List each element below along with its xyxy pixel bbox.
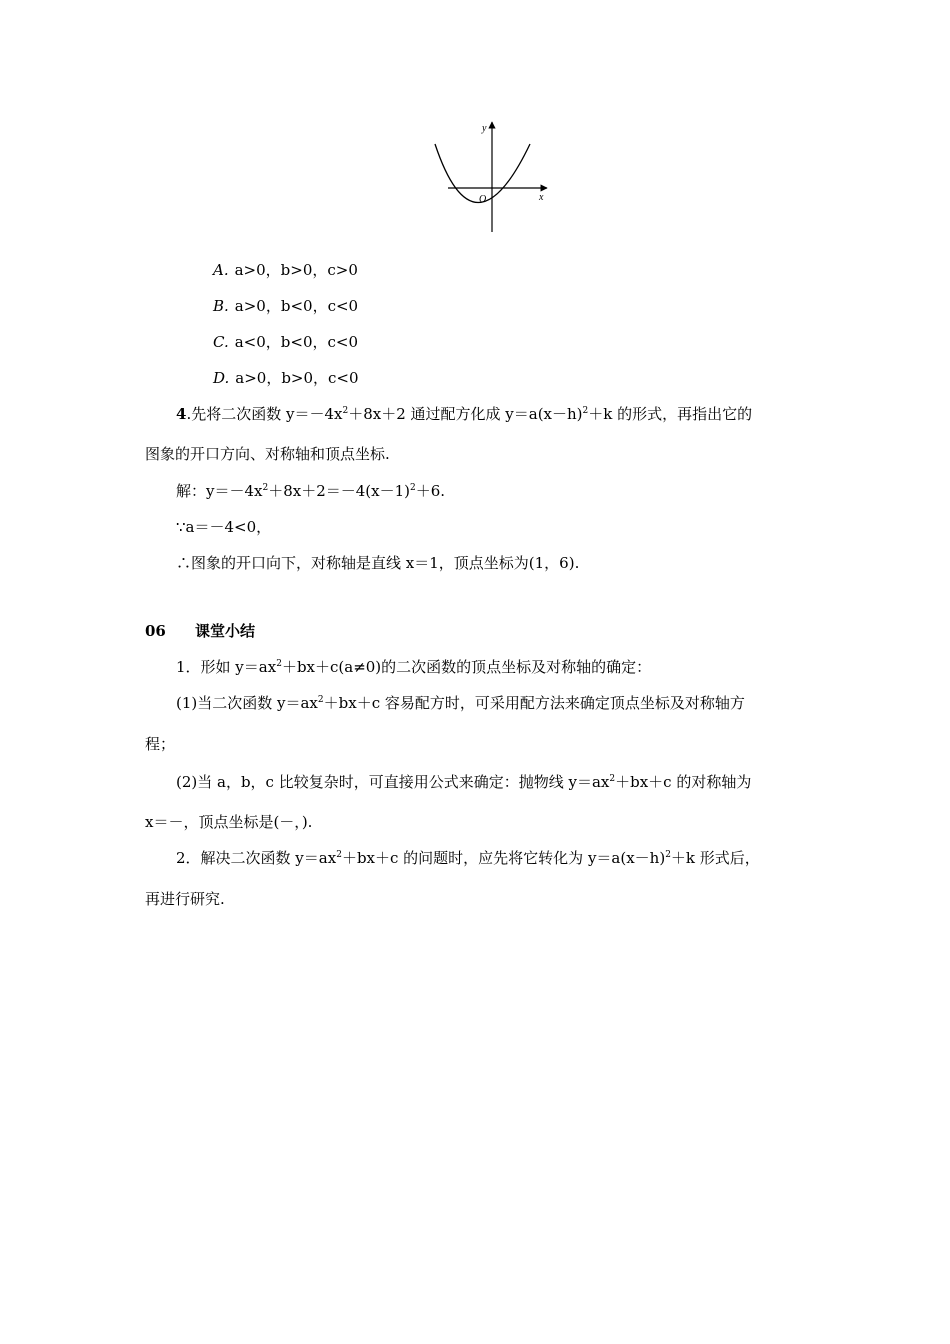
question-4-line-2: 图象的开口方向、对称轴和顶点坐标.	[145, 445, 390, 463]
superscript: 2	[410, 483, 416, 493]
option-letter: A.	[213, 261, 229, 279]
superscript: 2	[582, 406, 589, 416]
option-letter: B.	[213, 297, 229, 315]
superscript: 2	[262, 483, 269, 493]
section-number: 06	[145, 622, 166, 640]
superscript: 2	[317, 695, 324, 705]
therefore-line: ∴图象的开口向下，对称轴是直线 x＝1，顶点坐标为(1，6).	[176, 554, 580, 572]
question-text: .先将二次函数 y＝－4x	[186, 405, 343, 423]
summary-point-2-cont: 再进行研究.	[145, 890, 225, 908]
superscript: 2	[609, 774, 616, 784]
summary-text: (2)当 a，b，c 比较复杂时，可直接用公式来确定：抛物线 y＝ax	[176, 773, 610, 791]
option-letter: C.	[213, 333, 229, 351]
option-text: a>0，b<0，c<0	[234, 297, 359, 315]
superscript: 2	[665, 850, 671, 860]
x-axis-label: x	[539, 192, 544, 203]
summary-text: ＋bx＋c(a≠0)的二次函数的顶点坐标及对称轴的确定：	[281, 658, 652, 676]
section-title: 课堂小结	[195, 622, 256, 640]
y-axis-label: y	[482, 123, 487, 134]
summary-point-1-2-cont: x＝－，顶点坐标是(－，).	[145, 813, 313, 831]
question-text: ＋8x＋2 通过配方化成 y＝a(x－h)	[348, 405, 583, 423]
summary-point-1	[176, 657, 651, 677]
option-a	[213, 260, 358, 280]
option-text: a>0，b>0，c>0	[234, 261, 358, 279]
superscript: 2	[342, 406, 349, 416]
question-text: ＋k 的形式，再指出它的	[588, 405, 753, 423]
option-d	[213, 368, 359, 388]
summary-text: ＋bx＋c 的问题时，应先将它转化为 y＝a(x－h)	[341, 849, 666, 867]
summary-text: ＋bx＋c 容易配方时，可采用配方法来确定顶点坐标及对称轴方	[323, 694, 745, 712]
option-b	[213, 296, 358, 316]
superscript: 2	[336, 850, 342, 860]
parabola-figure	[420, 116, 560, 236]
solution-line	[176, 481, 445, 501]
summary-text: 2．解决二次函数 y＝ax	[176, 849, 337, 867]
summary-point-1-1-cont: 程；	[145, 735, 176, 753]
solution-text: ＋6.	[415, 482, 446, 500]
summary-point-2	[176, 848, 760, 868]
section-heading	[145, 621, 255, 641]
summary-text: 1．形如 y＝ax	[176, 658, 277, 676]
origin-label: O	[479, 194, 487, 205]
option-c	[213, 332, 358, 352]
summary-point-1-1	[176, 693, 745, 713]
summary-text: ＋bx＋c 的对称轴为	[615, 773, 752, 791]
solution-text: 解：y＝－4x	[176, 482, 263, 500]
question-number: 4	[176, 405, 187, 423]
summary-text: ＋k 形式后，	[670, 849, 760, 867]
summary-point-1-2	[176, 772, 751, 792]
question-4-line-1	[176, 404, 752, 424]
because-line: ∵a＝－4<0，	[176, 518, 272, 536]
option-text: a>0，b>0，c<0	[235, 369, 359, 387]
option-text: a<0，b<0，c<0	[234, 333, 359, 351]
option-letter: D.	[213, 369, 230, 387]
summary-text: (1)当二次函数 y＝ax	[176, 694, 318, 712]
solution-text: ＋8x＋2＝－4(x－1)	[268, 482, 411, 500]
superscript: 2	[276, 659, 282, 669]
